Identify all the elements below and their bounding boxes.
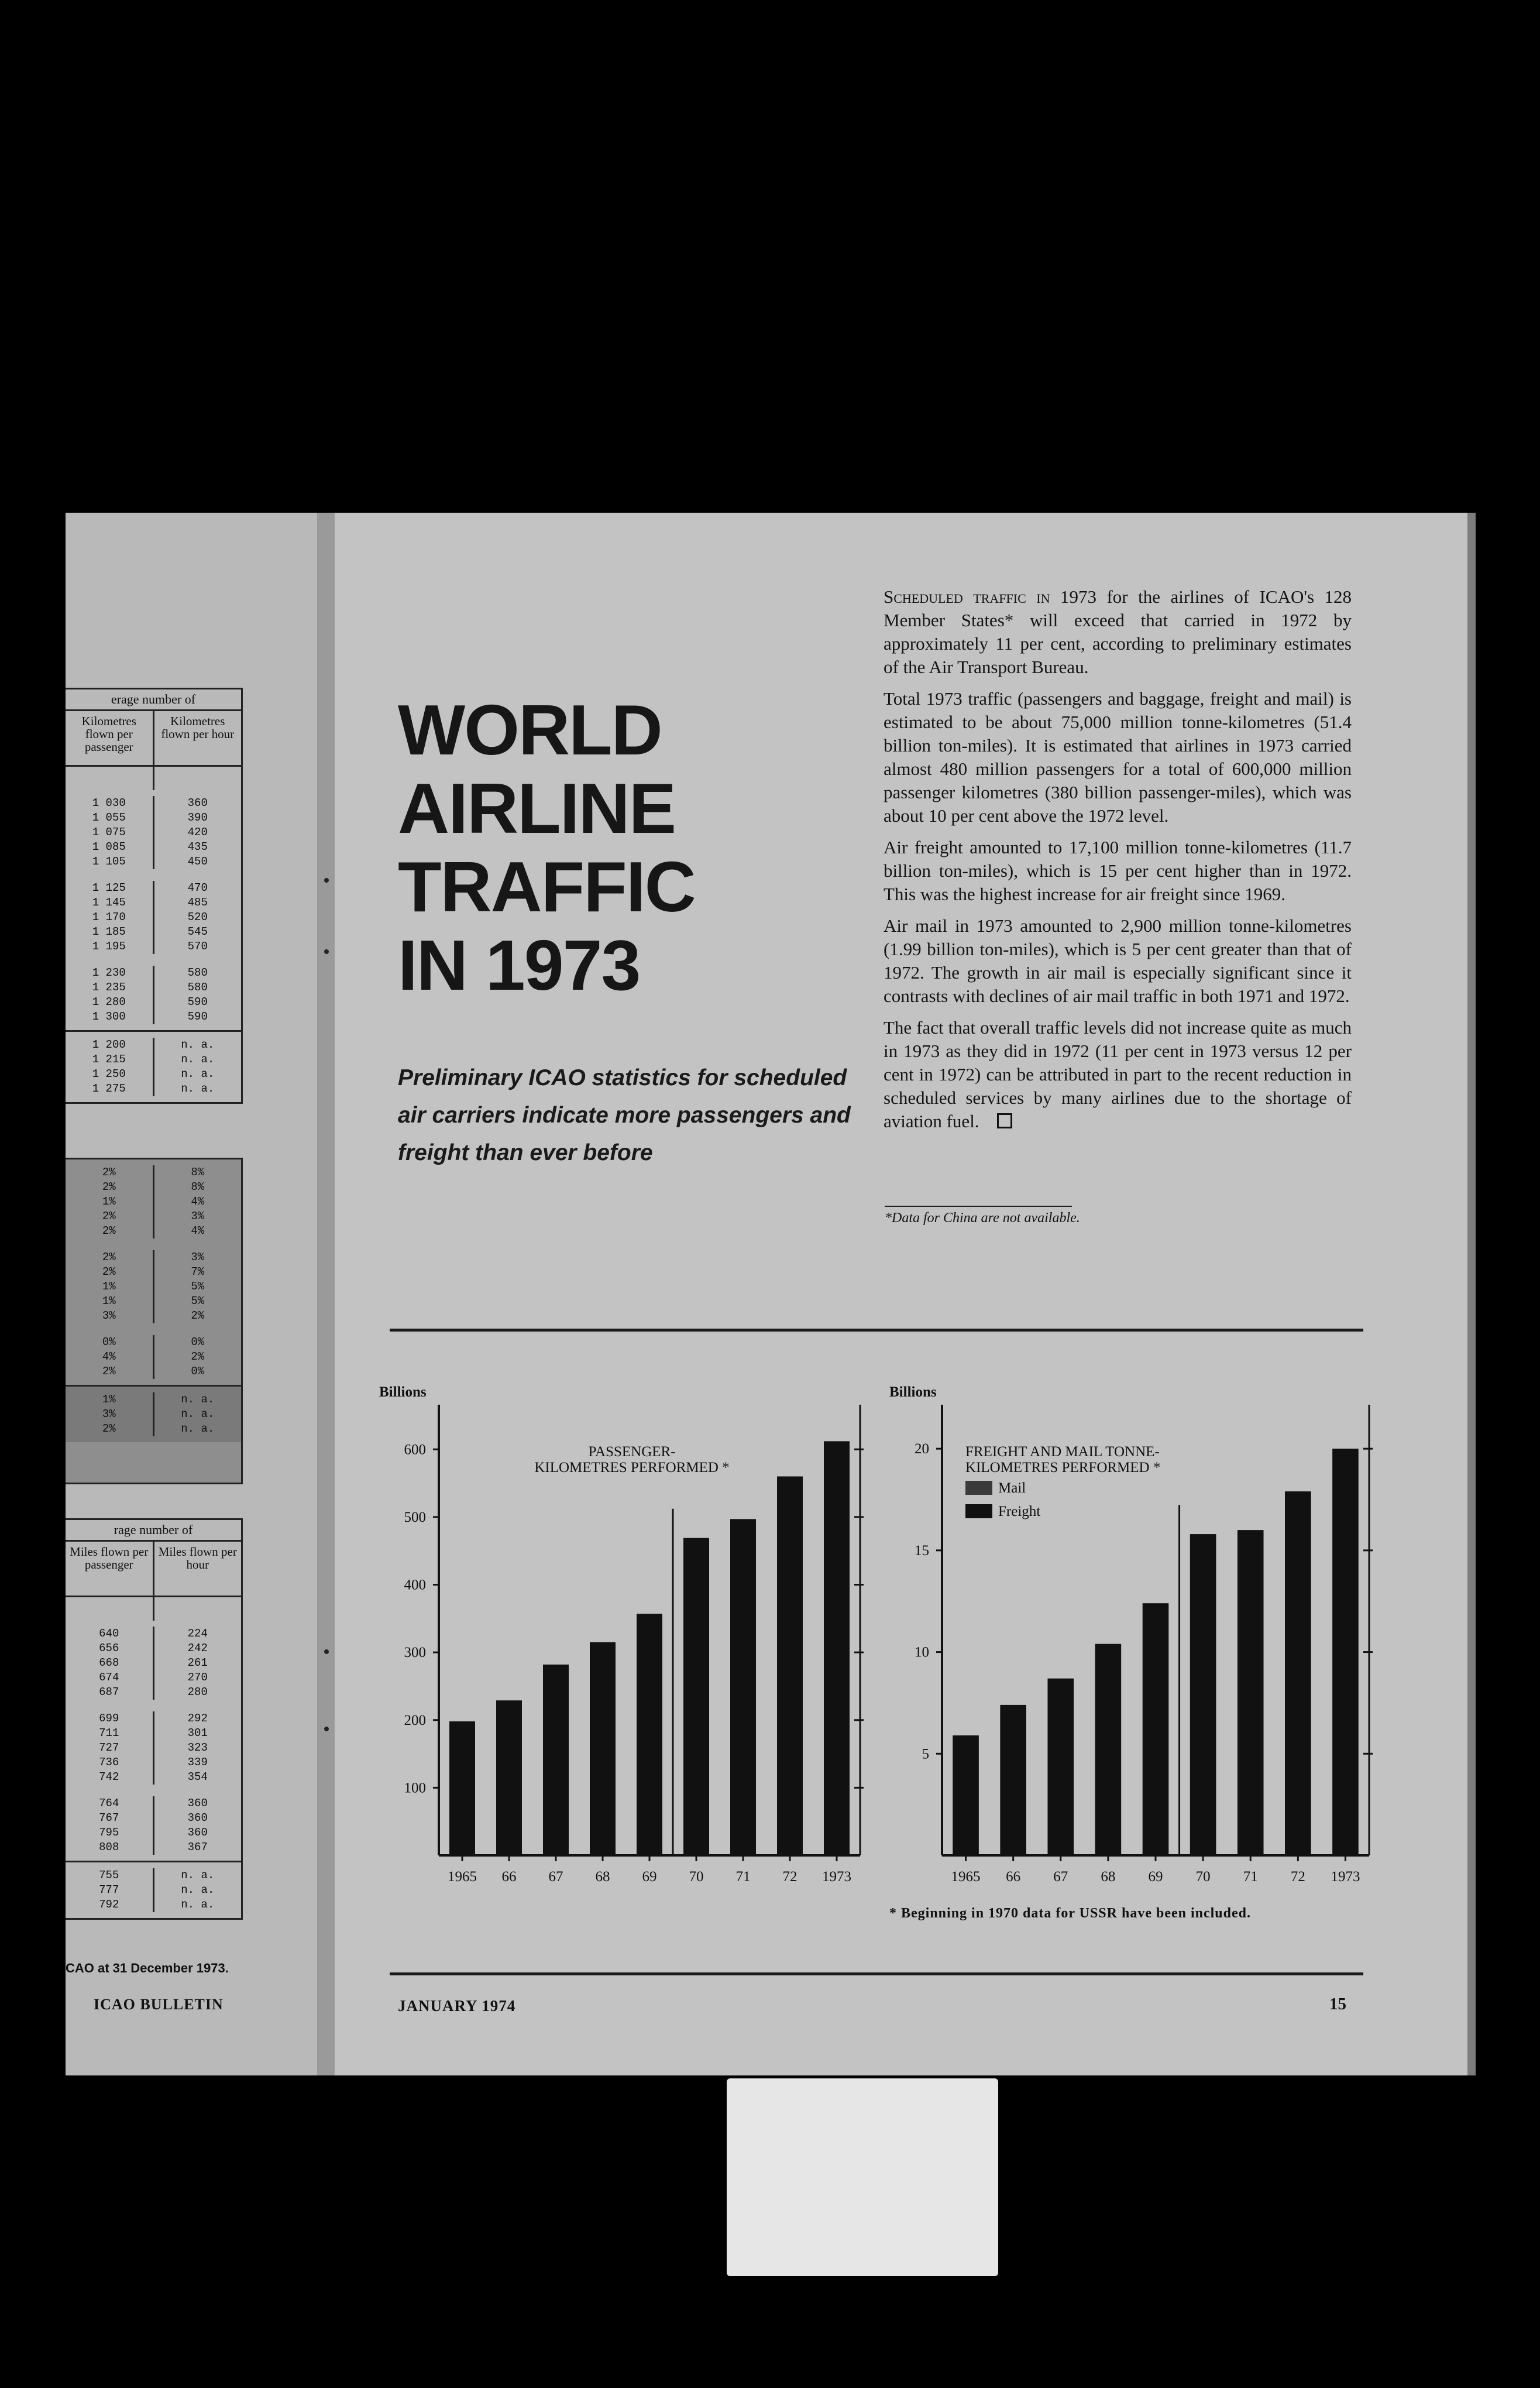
legend-label: Freight — [998, 1504, 1041, 1519]
table-body — [66, 790, 241, 1102]
paragraph-text: 1973 for the airlines of ICAO's 128 Member States* will exceed that carried in 1972 by approximately 11 per cent, according to preliminary estimates of the Air Transport Bureau. — [884, 586, 1352, 677]
article-footnote: *Data for China are not available. — [885, 1210, 1080, 1226]
table-cell: 2% — [102, 1265, 116, 1278]
x-tick-label: 72 — [1290, 1869, 1305, 1885]
table-cell: 261 — [187, 1656, 208, 1669]
table-cell: 2% — [191, 1350, 205, 1363]
table-column — [66, 1335, 153, 1379]
bar — [1000, 1705, 1026, 1855]
table-row-group — [66, 790, 241, 875]
title-line: WORLD — [398, 690, 662, 770]
miles-table — [66, 1518, 243, 1920]
table-header: erage number of — [66, 689, 241, 711]
table-cell: 795 — [99, 1826, 119, 1839]
paragraph-text: The fact that overall traffic levels did not increase quite as much in 1973 as they did in 1972 (11 per cent in 1973 versus 12 per cent in 1972) can be attributed in part to the recent reduction in scheduled services by many airlines due to the shortage of aviation fuel. — [884, 1017, 1352, 1131]
table-cell: 0% — [191, 1365, 205, 1378]
table-column — [153, 1392, 242, 1436]
bar — [1332, 1449, 1359, 1855]
y-tick-label: 15 — [915, 1542, 929, 1559]
table-cell: 360 — [187, 1797, 208, 1810]
paragraph: Air mail in 1973 amounted to 2,900 million tonne-kilometres (1.99 billion ton-miles), which is 5 per cent greater than that of 1972. The growth in air mail is especially significant since it contrasts with declines of air mail traffic in both 1971 and 1972. — [884, 915, 1352, 1006]
article-body — [884, 585, 1352, 1141]
table-cell: 2% — [102, 1210, 116, 1223]
bar — [590, 1642, 616, 1855]
x-tick-label: 71 — [735, 1869, 751, 1885]
page-gutter — [317, 513, 335, 2075]
column-header: Kilometres flown per passenger — [81, 714, 136, 754]
table-cell: 1 055 — [92, 811, 126, 824]
table-cell: 3% — [191, 1210, 205, 1223]
table-cell: 1 170 — [92, 911, 126, 924]
table-cell: 699 — [99, 1712, 119, 1725]
table-cell: 5% — [191, 1295, 205, 1308]
table-row-group — [66, 1706, 241, 1790]
left-footer: ICAO BULLETIN — [94, 1996, 224, 2013]
bar — [1143, 1603, 1169, 1855]
table-cell: 4% — [191, 1195, 205, 1208]
bar — [496, 1700, 522, 1855]
table-cell: 764 — [99, 1797, 119, 1810]
bar — [1238, 1530, 1264, 1855]
y-tick-label: 10 — [915, 1644, 929, 1660]
table-row-group — [66, 1790, 241, 1861]
table-cell: n. a. — [181, 1422, 215, 1435]
margin-mark — [324, 878, 329, 883]
table-cell: 711 — [99, 1727, 119, 1739]
table-cell: 360 — [187, 797, 208, 809]
column-header: Miles flown per hour — [153, 1542, 242, 1596]
table-cell: 687 — [99, 1686, 119, 1699]
table-column — [153, 881, 242, 954]
table-cell: 3% — [102, 1309, 116, 1322]
x-tick-label: 72 — [782, 1869, 798, 1885]
paragraph: Air freight amounted to 17,100 million tonne-kilometres (11.7 billion ton-miles), which is 15 per cent higher than in 1972. This was the highest increase for air freight since 1969. — [884, 837, 1352, 904]
table-cell: 301 — [187, 1727, 208, 1739]
chart-title: KILOMETRES PERFORMED * — [965, 1460, 1161, 1476]
left-footnote: CAO at 31 December 1973. — [66, 1961, 229, 1975]
table-cell: 1 195 — [92, 940, 126, 953]
table-column — [153, 1627, 242, 1700]
table-cell: 1 250 — [92, 1068, 126, 1080]
table-row-group — [66, 1244, 241, 1329]
bar — [683, 1538, 709, 1855]
table-cell: 570 — [187, 940, 208, 953]
page-edge — [1467, 513, 1476, 2075]
table-cell: 792 — [99, 1898, 119, 1911]
y-tick-label: 200 — [404, 1712, 426, 1728]
table-cell: 580 — [187, 966, 208, 979]
y-tick-label: 100 — [404, 1780, 426, 1796]
x-tick-label: 69 — [1148, 1869, 1163, 1885]
table-cell: 1% — [102, 1393, 116, 1406]
freight-mail-chart — [878, 1381, 1393, 1899]
table-column — [66, 881, 153, 954]
bar — [1285, 1491, 1311, 1855]
x-tick-label: 66 — [501, 1869, 517, 1885]
table-row-group — [66, 1861, 241, 1918]
table-cell: 674 — [99, 1671, 119, 1684]
bar — [953, 1735, 979, 1855]
table-cell: 520 — [187, 911, 208, 924]
margin-mark — [324, 949, 329, 954]
x-tick-label: 70 — [1195, 1869, 1211, 1885]
bar — [543, 1665, 569, 1855]
passenger-km-chart — [374, 1381, 872, 1899]
table-cell: 656 — [99, 1642, 119, 1655]
title-line: IN 1973 — [398, 925, 640, 1005]
y-tick-label: 600 — [404, 1442, 426, 1458]
legend-swatch-freight — [965, 1504, 992, 1518]
table-cell: n. a. — [181, 1068, 215, 1080]
table-cell: n. a. — [181, 1393, 215, 1406]
x-tick-label: 70 — [689, 1869, 704, 1885]
table-cell: 1% — [102, 1280, 116, 1293]
table-column — [153, 1165, 242, 1238]
bar — [1047, 1679, 1074, 1855]
table-cell: 2% — [102, 1181, 116, 1193]
table-cell: 390 — [187, 811, 208, 824]
table-cell: 0% — [191, 1336, 205, 1349]
table-cell: 1% — [102, 1295, 116, 1308]
table-cell: n. a. — [181, 1038, 215, 1051]
percentage-table — [66, 1158, 243, 1484]
bar — [1190, 1534, 1216, 1855]
footer-rule — [390, 1972, 1363, 1975]
bar — [777, 1477, 803, 1856]
column-header: Kilometres flown per hour — [153, 711, 242, 765]
x-tick-label: 1965 — [448, 1869, 477, 1885]
table-cell: 450 — [187, 855, 208, 868]
end-mark-icon — [997, 1113, 1012, 1128]
table-cell: 1 185 — [92, 925, 126, 938]
margin-mark — [324, 1727, 329, 1731]
x-tick-label: 69 — [642, 1869, 657, 1885]
title-line: TRAFFIC — [398, 847, 695, 927]
table-cell: 435 — [187, 840, 208, 853]
table-column — [153, 1335, 242, 1379]
table-cell: 5% — [191, 1280, 205, 1293]
table-cell: 1 235 — [92, 981, 126, 994]
table-column — [66, 796, 153, 869]
x-tick-label: 1965 — [951, 1869, 981, 1885]
table-cell: 420 — [187, 826, 208, 839]
table-column — [153, 1711, 242, 1785]
table-row-group — [66, 1030, 241, 1102]
table-row-group — [66, 1159, 241, 1244]
bar — [824, 1441, 850, 1855]
table-column — [66, 1711, 153, 1785]
table-cell: 4% — [191, 1224, 205, 1237]
column-header: Miles flown per passenger — [70, 1545, 149, 1572]
table-cell: 2% — [102, 1166, 116, 1179]
bar — [449, 1721, 475, 1855]
table-cell: 742 — [99, 1771, 119, 1783]
y-axis-label: Billions — [379, 1384, 427, 1400]
table-cell: 727 — [99, 1741, 119, 1754]
paragraph — [884, 1016, 1352, 1133]
table-cell: 1 275 — [92, 1082, 126, 1095]
table-cell: n. a. — [181, 1883, 215, 1896]
table-cell: 767 — [99, 1811, 119, 1824]
table-cell: 2% — [191, 1309, 205, 1322]
x-tick-label: 71 — [1243, 1869, 1258, 1885]
table-row-group — [66, 1385, 241, 1442]
x-tick-label: 67 — [548, 1869, 563, 1885]
table-cell: 777 — [99, 1883, 119, 1896]
table-body — [66, 1621, 241, 1918]
table-cell: 360 — [187, 1811, 208, 1824]
table-column — [66, 966, 153, 1024]
y-tick-label: 500 — [404, 1509, 426, 1525]
bar — [730, 1519, 756, 1855]
table-column — [153, 1038, 242, 1096]
x-tick-label: 1973 — [1331, 1869, 1360, 1885]
chart-title: FREIGHT AND MAIL TONNE- — [965, 1444, 1160, 1460]
divider — [390, 1329, 1363, 1332]
table-cell: 590 — [187, 996, 208, 1008]
table-cell: 1 085 — [92, 840, 126, 853]
y-tick-label: 20 — [915, 1441, 929, 1457]
table-cell: 1 075 — [92, 826, 126, 839]
table-row-group — [66, 875, 241, 960]
table-row-group — [66, 1621, 241, 1706]
table-cell: 545 — [187, 925, 208, 938]
table-cell: 8% — [191, 1181, 205, 1193]
table-cell: 3% — [191, 1251, 205, 1264]
white-card — [727, 2078, 998, 2276]
x-tick-label: 1973 — [822, 1869, 851, 1885]
table-cell: 755 — [99, 1869, 119, 1882]
x-tick-label: 67 — [1053, 1869, 1068, 1885]
table-cell: 1 145 — [92, 896, 126, 909]
table-column — [66, 1627, 153, 1700]
paragraph — [884, 585, 1352, 679]
table-header: rage number of — [66, 1520, 241, 1542]
table-cell: 2% — [102, 1422, 116, 1435]
table-cell: 242 — [187, 1642, 208, 1655]
table-cell: 354 — [187, 1771, 208, 1783]
table-cell: n. a. — [181, 1082, 215, 1095]
margin-mark — [324, 1649, 329, 1654]
table-cell: 323 — [187, 1741, 208, 1754]
table-cell: 1 200 — [92, 1038, 126, 1051]
table-cell: 1 280 — [92, 996, 126, 1008]
table-column — [66, 1796, 153, 1855]
table-cell: 808 — [99, 1841, 119, 1854]
table-body — [66, 1159, 241, 1442]
issue-date: JANUARY 1974 — [398, 1997, 516, 2015]
table-cell: 1% — [102, 1195, 116, 1208]
table-cell: 2% — [102, 1224, 116, 1237]
table-cell: 590 — [187, 1010, 208, 1023]
chart-footnote: * Beginning in 1970 data for USSR have been included. — [889, 1906, 1251, 1921]
table-cell: 1 215 — [92, 1053, 126, 1066]
table-cell: 224 — [187, 1627, 208, 1640]
table-cell: 8% — [191, 1166, 205, 1179]
article-subtitle: Preliminary ICAO statistics for scheduled air carriers indicate more passengers and freight than ever before — [398, 1065, 851, 1165]
table-cell: 3% — [102, 1408, 116, 1421]
x-tick-label: 68 — [595, 1869, 610, 1885]
table-cell: n. a. — [181, 1869, 215, 1882]
table-column — [153, 1868, 242, 1912]
table-cell: 736 — [99, 1756, 119, 1769]
table-column — [66, 1392, 153, 1436]
chart-title: PASSENGER- — [588, 1444, 676, 1460]
table-column — [153, 1250, 242, 1323]
x-tick-label: 68 — [1101, 1869, 1116, 1885]
footnote-rule — [885, 1206, 1072, 1207]
table-cell: 640 — [99, 1627, 119, 1640]
y-tick-label: 400 — [404, 1577, 426, 1593]
table-cell: 7% — [191, 1265, 205, 1278]
bar — [1095, 1644, 1122, 1855]
table-cell: 580 — [187, 981, 208, 994]
table-cell: 292 — [187, 1712, 208, 1725]
paragraph: Total 1973 traffic (passengers and baggage, freight and mail) is estimated to be about 75,000 million tonne-kilometres (51.4 billion ton-miles). It is estimated that airlines in 1973 carried almost 480 million passengers for a total of 600,000 million passenger kilometres (380 billion passenger-miles), which was about 10 per cent above the 1972 level. — [884, 688, 1352, 826]
table-cell: 485 — [187, 896, 208, 909]
table-cell: 2% — [102, 1251, 116, 1264]
table-cell: 2% — [102, 1365, 116, 1378]
y-axis-label: Billions — [889, 1384, 937, 1400]
table-column — [66, 1165, 153, 1238]
table-cell: 270 — [187, 1671, 208, 1684]
table-row-group — [66, 960, 241, 1030]
title-line: AIRLINE — [398, 768, 675, 848]
page-number: 15 — [1329, 1995, 1346, 2013]
table-cell: n. a. — [181, 1053, 215, 1066]
table-cell: 0% — [102, 1336, 116, 1349]
y-tick-label: 5 — [922, 1746, 929, 1762]
table-cell: 360 — [187, 1826, 208, 1839]
table-cell: 1 105 — [92, 855, 126, 868]
table-cell: 367 — [187, 1841, 208, 1854]
article-title — [398, 691, 695, 1004]
lead-in: Scheduled traffic in — [884, 586, 1050, 607]
bar — [637, 1614, 662, 1855]
table-cell: 1 030 — [92, 797, 126, 809]
legend-label: Mail — [998, 1480, 1026, 1496]
table-cell: n. a. — [181, 1898, 215, 1911]
table-column — [66, 1868, 153, 1912]
y-tick-label: 300 — [404, 1645, 426, 1661]
table-cell: n. a. — [181, 1408, 215, 1421]
table-cell: 1 300 — [92, 1010, 126, 1023]
x-tick-label: 66 — [1006, 1869, 1021, 1885]
table-column — [153, 1796, 242, 1855]
table-row-group — [66, 1329, 241, 1385]
table-cell: 4% — [102, 1350, 116, 1363]
table-column — [66, 1038, 153, 1096]
table-column — [153, 796, 242, 869]
table-cell: 668 — [99, 1656, 119, 1669]
table-cell: 1 125 — [92, 881, 126, 894]
chart-title: KILOMETRES PERFORMED * — [534, 1460, 730, 1476]
table-cell: 339 — [187, 1756, 208, 1769]
table-cell: 470 — [187, 881, 208, 894]
kilometres-table — [66, 688, 243, 1104]
table-column — [66, 1250, 153, 1323]
table-cell: 280 — [187, 1686, 208, 1699]
table-column — [153, 966, 242, 1024]
legend-swatch-mail — [965, 1481, 992, 1495]
table-cell: 1 230 — [92, 966, 126, 979]
